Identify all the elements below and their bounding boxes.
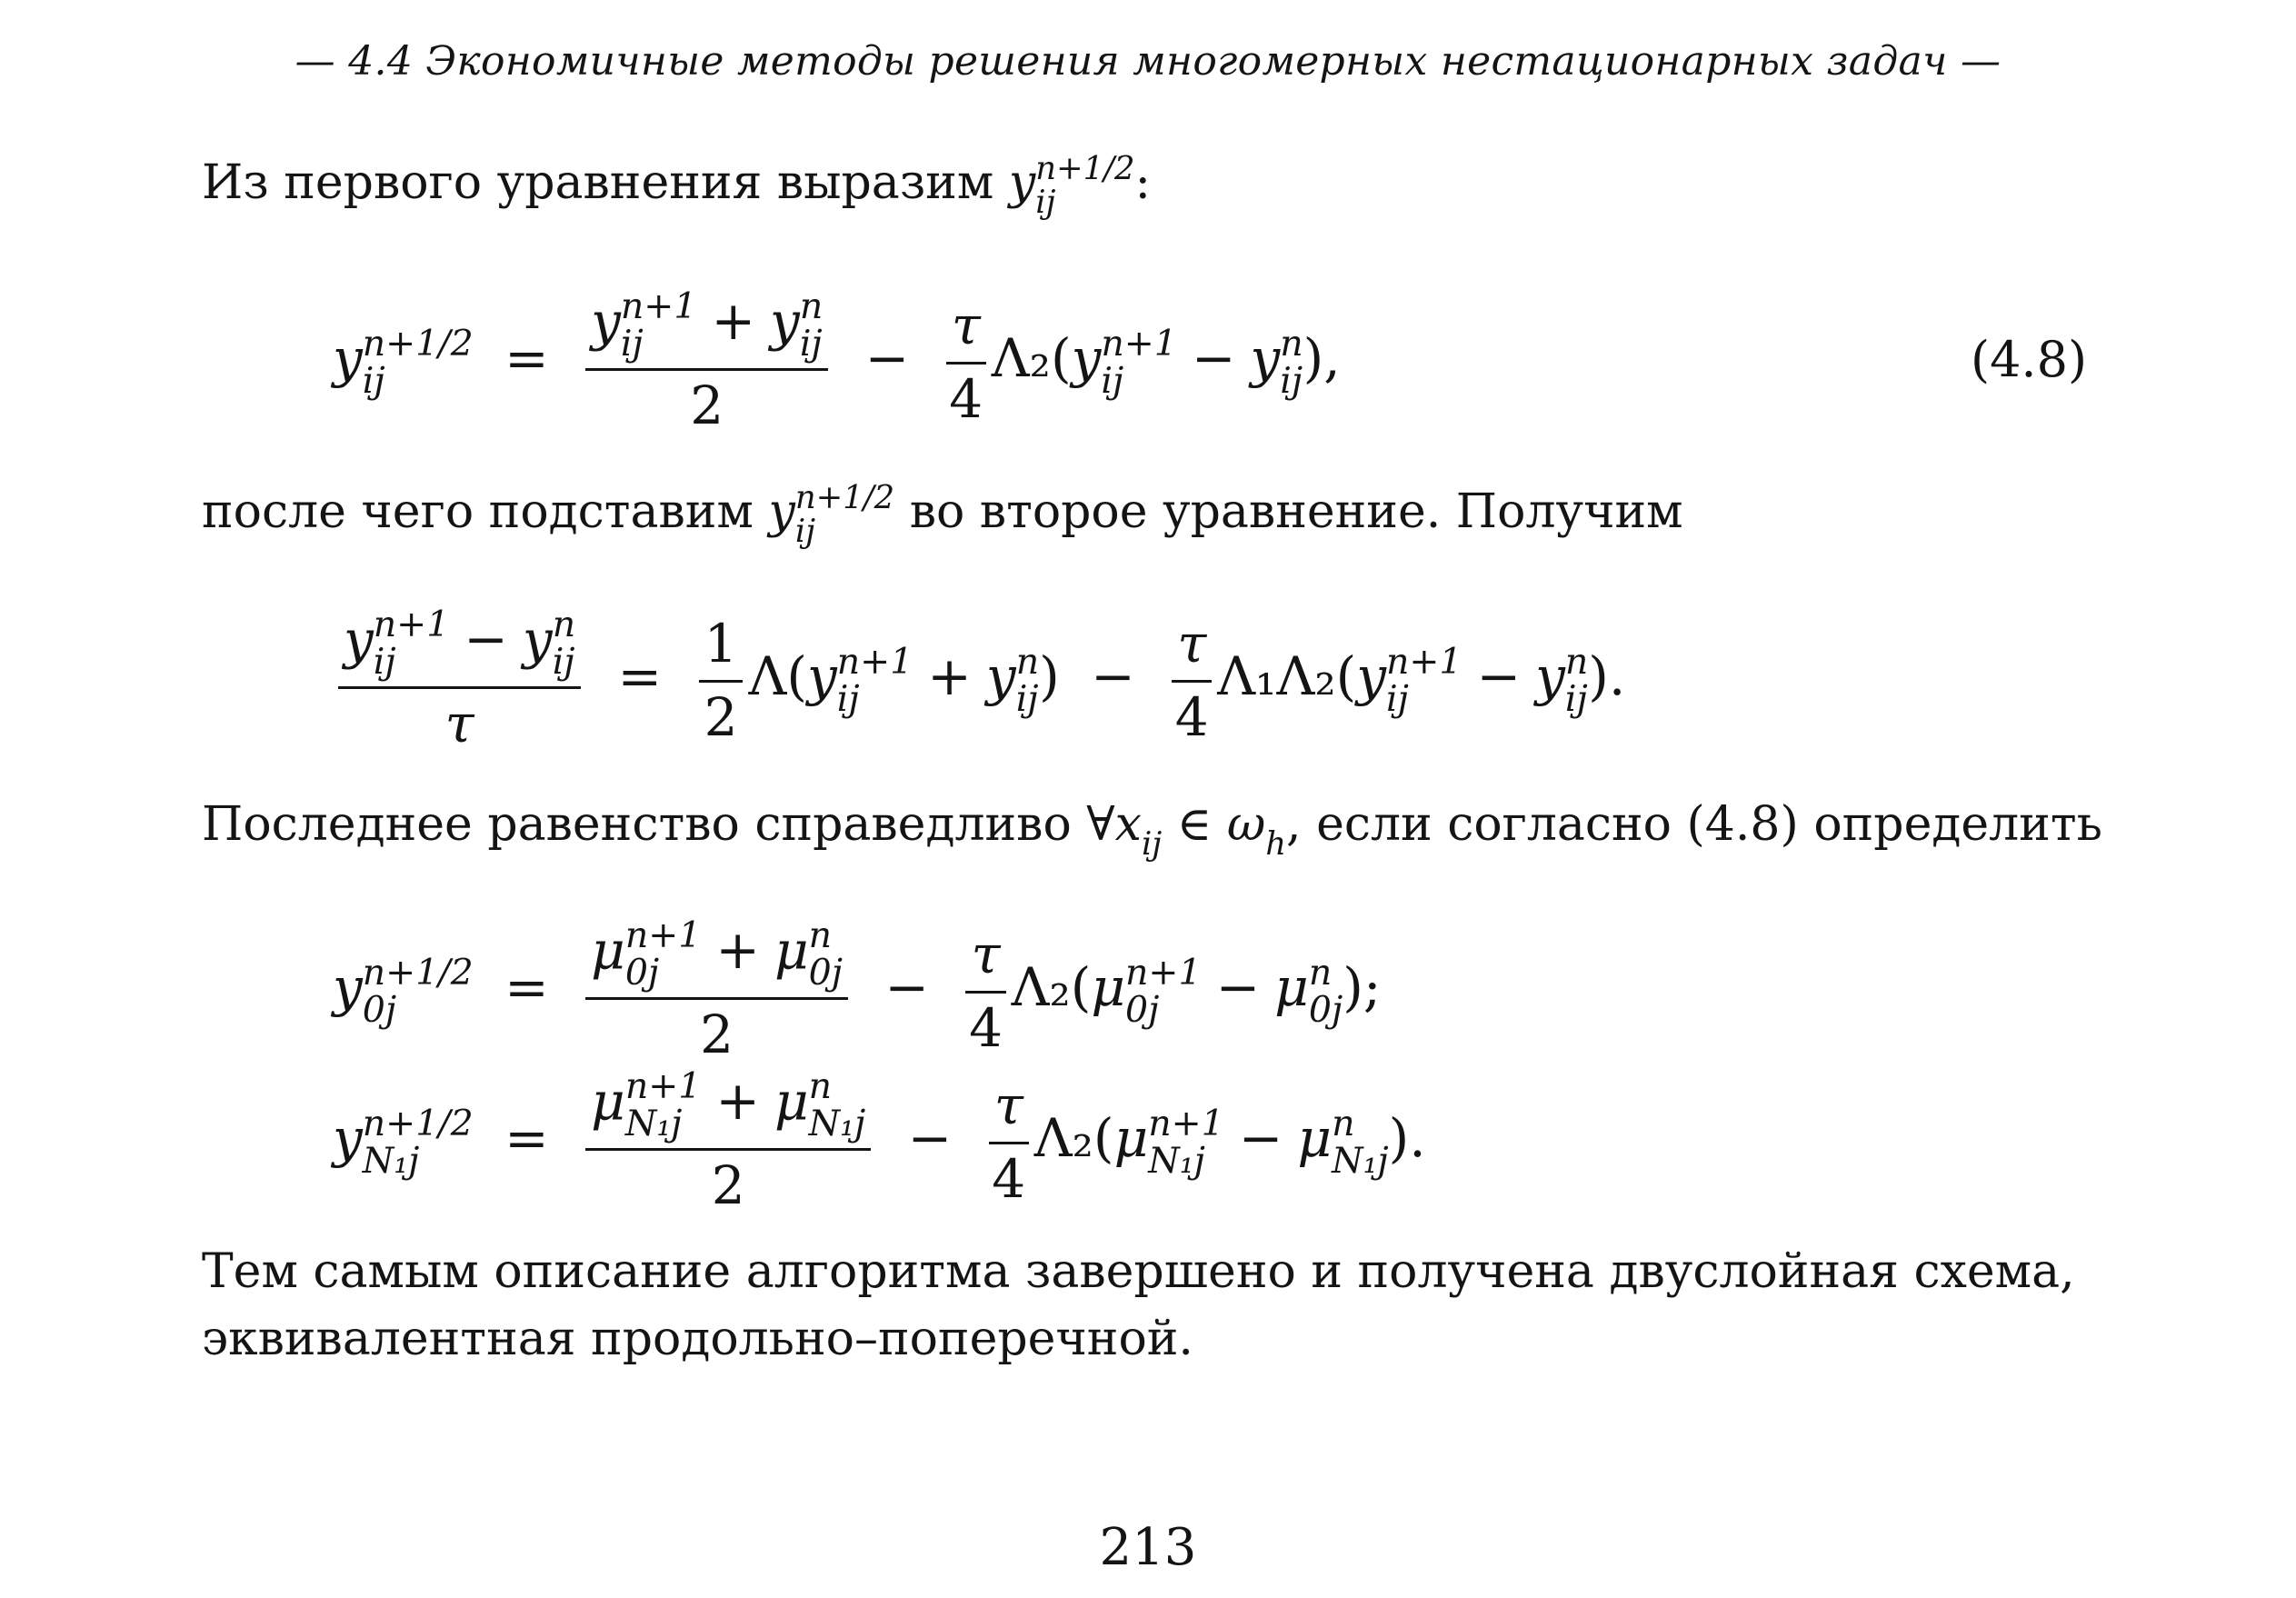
equation-boundary-0j: y n+1/2 0j = μ n+1 0j + μ n 0j 2 − $\frac{\tau}{4}$ Λ₂(μ n+1 0j − μ n 0j ); [333,914,1382,1065]
page-number: 213 [1099,1518,1197,1577]
paragraph-intro [202,149,1152,222]
equation-boundary-N1j: y n+1/2 N₁j = μ n+1 N₁j + μ n N₁j 2 − $\frac{\tau}{4}$ Λ₂(μ n+1 N₁j − μ n N₁j ). [333,1065,1426,1216]
running-header: — 4.4 Экономичные методы решения многомерных нестационарных задач — [294,38,2002,85]
equation-number: (4.8) [1971,331,2088,388]
paragraph-conclusion-line1: Тем самым описание алгоритма завершено и получена двуслойная схема, [202,1244,2075,1299]
paragraph-substitute: после чего подставим y n+1/2 ij во второе уравнение. Получим [202,479,1683,551]
equation-difference: y n+1 ij − y n ij τ = $\frac{1}{2}$ Λ(y n+1 ij + y n ij ) − $\frac{\tau}{4}$ Λ₁Λ₂(y n+1 ij − y n ij ). [333,607,1625,754]
colon: : [1134,155,1152,210]
var-y-half: y n+1/2 ij [1008,150,1135,222]
equation-4-8: y n+1/2 ij = y n+1 ij + y n ij 2 − $\frac{\tau}{4}$ Λ₂(y n+1 ij − y n ij ), [333,285,1341,436]
paragraph-condition: Последнее равенство справедливо ∀x ij ∈ ω h , если согласно (4.8) определить [202,797,2102,864]
fraction: y n+1 ij + y n ij 2 [585,289,828,436]
paragraph-conclusion-line2: эквивалентная продольно–поперечной. [202,1312,1193,1366]
intro-text: Из первого уравнения выразим [202,155,994,210]
